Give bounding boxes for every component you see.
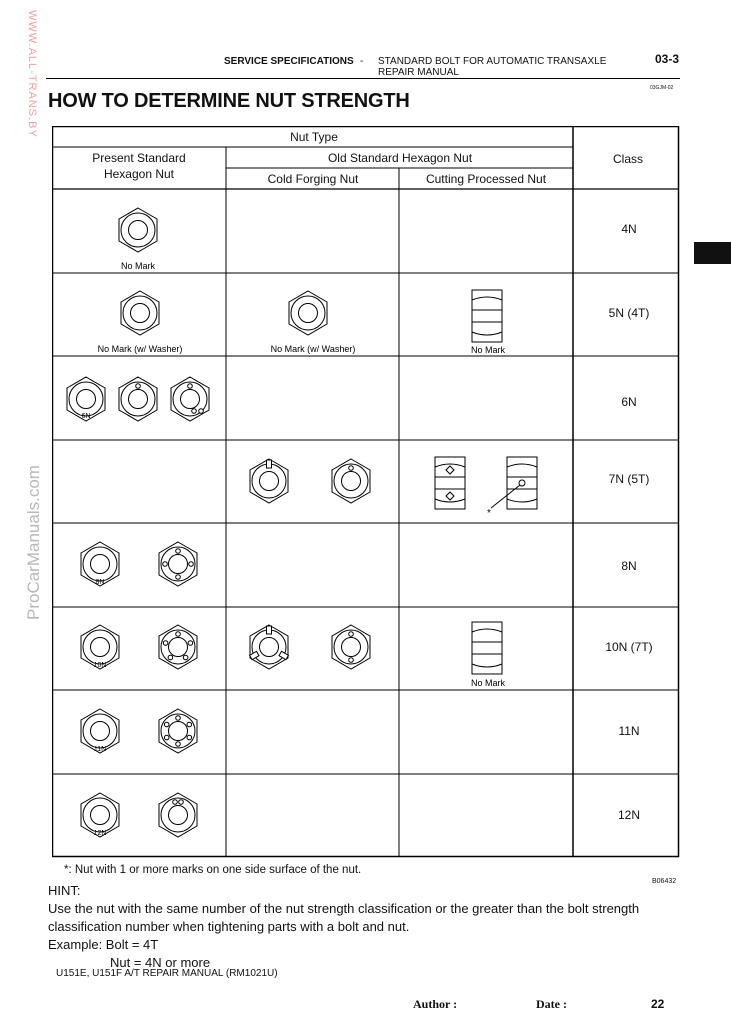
section-tab-marker	[694, 242, 731, 264]
nut-label: No Mark	[470, 678, 506, 688]
hex-nut-six-dot-mark-icon	[159, 709, 197, 753]
class-cell: 4N	[621, 222, 637, 236]
side-view-nut-marked-icon	[491, 457, 537, 509]
hex-nut-washer-icon	[289, 291, 327, 335]
table-footnote: *: Nut with 1 or more marks on one side surface of the nut.	[64, 864, 362, 876]
nut-type-header: Nut Type	[290, 130, 338, 144]
hex-nut-slot-mark-icon	[250, 459, 288, 503]
header-rule	[46, 78, 680, 79]
side-watermark-url: WWW.ALL-TRANS.BY	[26, 10, 38, 138]
author-label: Author :	[413, 997, 458, 1011]
hex-nut-five-dot-mark-icon	[159, 625, 197, 669]
hint-example-nut: Nut = 4N or more	[110, 955, 211, 970]
side-watermark-site: ProCarManuals.com	[24, 465, 43, 620]
hex-nut-dot-mark-icon	[332, 459, 370, 503]
hex-nut-two-dot-mark-icon	[332, 625, 370, 669]
manual-footer: U151E, U151F A/T REPAIR MANUAL (RM1021U)	[56, 968, 278, 979]
side-view-nut-icon	[472, 290, 502, 342]
nut-strength-table	[52, 126, 680, 858]
hex-nut-washer-icon	[121, 291, 159, 335]
nut-mark-label: 8N	[95, 579, 105, 586]
class-cell: 10N (7T)	[605, 640, 653, 654]
figure-code: B06432	[652, 878, 677, 885]
page-code: 03-3	[655, 52, 680, 66]
hex-nut-icon	[119, 208, 157, 252]
nut-label: No Mark	[120, 261, 156, 271]
nut-mark-label: 10N	[93, 662, 107, 669]
class-cell: 6N	[621, 395, 637, 409]
class-cell: 5N (4T)	[608, 306, 650, 320]
nut-mark-label: 11N	[93, 746, 107, 753]
cold-forging-header: Cold Forging Nut	[267, 172, 359, 186]
nut-label: No Mark	[470, 345, 506, 355]
nut-label: No Mark (w/ Washer)	[270, 344, 356, 354]
page-title: HOW TO DETERMINE NUT STRENGTH	[48, 90, 410, 112]
nut-label: No Mark (w/ Washer)	[97, 344, 183, 354]
old-standard-header: Old Standard Hexagon Nut	[327, 151, 473, 165]
hex-nut-dot-mark-icon	[119, 377, 157, 421]
header-dash: -	[360, 56, 364, 67]
subsection-title: STANDARD BOLT FOR AUTOMATIC TRANSAXLE REPAIR MANUAL	[378, 56, 607, 78]
class-cell: 12N	[617, 808, 641, 822]
present-standard-header-line2: Hexagon Nut	[103, 167, 175, 181]
hex-nut-twin-dot-mark-icon	[159, 793, 197, 837]
date-label: Date :	[536, 997, 567, 1011]
section-title: SERVICE SPECIFICATIONS	[224, 56, 354, 67]
side-view-nut-diamond-icon	[435, 457, 465, 509]
cutting-processed-header: Cutting Processed Nut	[425, 172, 547, 186]
page-number: 22	[651, 997, 665, 1011]
class-header: Class	[612, 152, 644, 166]
hex-nut-three-dot-mark-icon	[171, 377, 209, 421]
hex-nut-four-dot-mark-icon	[159, 542, 197, 586]
class-cell: 8N	[621, 559, 637, 573]
class-cell: 11N	[618, 724, 640, 738]
class-cell: 7N (5T)	[608, 472, 650, 486]
hint-example-bolt: Example: Bolt = 4T	[48, 937, 159, 952]
nut-mark-label: 6N	[81, 413, 91, 420]
nut-mark-label: 12N	[93, 830, 107, 837]
hint-section	[48, 882, 688, 972]
hex-nut-three-slot-mark-icon	[250, 625, 289, 669]
present-standard-header-line1: Present Standard	[92, 151, 186, 165]
side-view-nut-icon	[472, 622, 502, 674]
hint-text: Use the nut with the same number of the nut strength classification or the greater than the bolt strength classification number when tightening parts with a bolt and nut.	[48, 901, 640, 934]
asterisk-mark: *	[487, 508, 491, 519]
hint-heading: HINT:	[48, 883, 81, 898]
doc-code: 03GJM-02	[650, 85, 674, 91]
